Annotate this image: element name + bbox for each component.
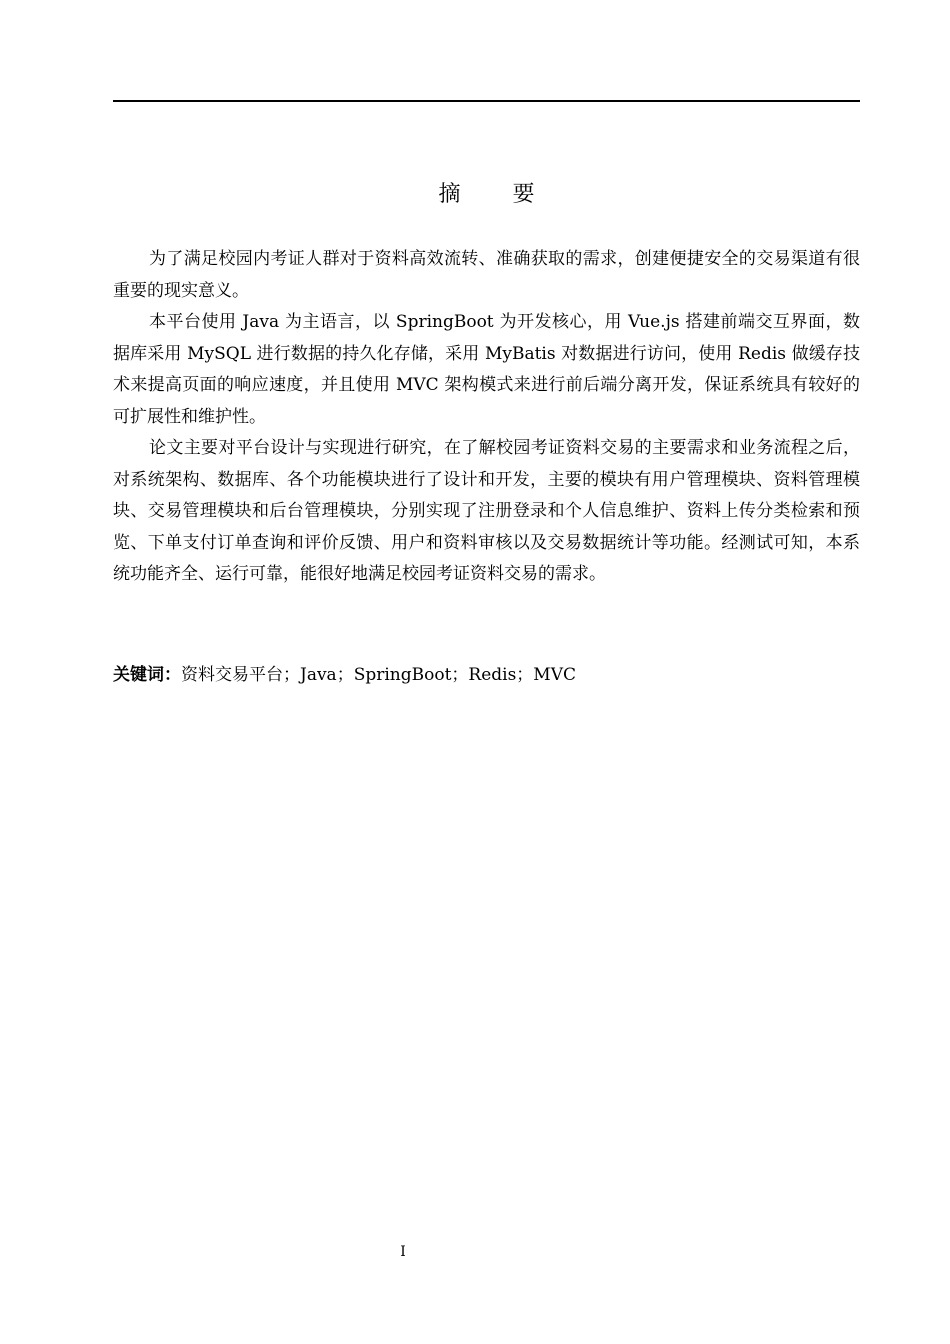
keywords-label: 关键词：: [113, 665, 181, 685]
abstract-paragraph-1: 为了满足校园内考证人群对于资料高效流转、准确获取的需求，创建便捷安全的交易渠道有很重要的现实意义。: [113, 249, 860, 301]
abstract-paragraph-2: 本平台使用 Java 为主语言，以 SpringBoot 为开发核心，用 Vue.js 搭建前端交互界面，数据库采用 MySQL 进行数据的持久化存储，采用 MyBatis 对数据进行访问，使用 Redis 做缓存技术来提高页面的响应速度，并且使用 MVC 架构模式来进行前后端分离开发，保证系统具有较好的可扩展性和维护性。: [113, 312, 860, 427]
abstract-body: [113, 244, 860, 591]
header-rule: [113, 100, 860, 102]
abstract-title-char-1: 摘: [438, 182, 461, 207]
abstract-title: [113, 178, 860, 212]
page-number: I: [400, 1244, 406, 1260]
keywords-value: 资料交易平台；Java；SpringBoot；Redis；MVC: [181, 665, 577, 685]
keywords-line: [113, 660, 860, 690]
abstract-paragraph-3: 论文主要对平台设计与实现进行研究，在了解校园考证资料交易的主要需求和业务流程之后，对系统架构、数据库、各个功能模块进行了设计和开发，主要的模块有用户管理模块、资料管理模块、交易管理模块和后台管理模块，分别实现了注册登录和个人信息维护、资料上传分类检索和预览、下单支付订单查询和评价反馈、用户和资料审核以及交易数据统计等功能。经测试可知，本系统功能齐全、运行可靠，能很好地满足校园考证资料交易的需求。: [113, 438, 860, 584]
abstract-title-char-2: 要: [512, 182, 535, 207]
